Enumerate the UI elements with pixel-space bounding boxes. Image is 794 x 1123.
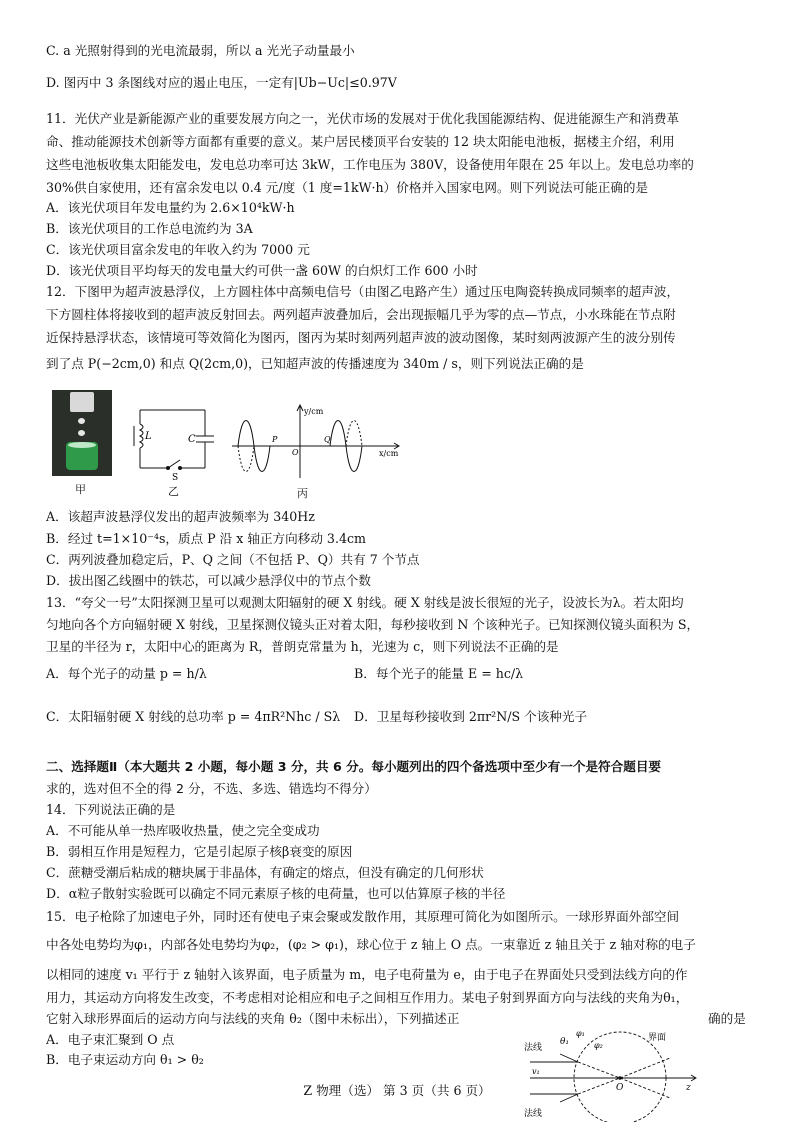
question-text: 匀地向各个方向辐射硬 X 射线，卫星探测仪镜头正对着太阳，每秒接收到 N 个该种光子。已知探测仪镜头面积为 S， xyxy=(46,617,700,632)
option-line: D. 图丙中 3 条图线对应的遏止电压，一定有|Ub−Uc|≤0.97V xyxy=(46,75,397,90)
option-line: B．该光伏项目的工作总电流约为 3A xyxy=(46,221,253,236)
theta1-label: θ₁ xyxy=(560,1037,570,1047)
lc-circuit-diagram xyxy=(130,402,220,480)
option-line: D．α粒子散射实验既可以确定不同元素原子核的电荷量，也可以估算原子核的半径 xyxy=(46,886,506,901)
phi2-label: φ₂ xyxy=(594,1041,603,1050)
page-footer: Z 物理（选） 第 3 页（共 6 页） xyxy=(303,1083,491,1098)
ultrasonic-levitator-photo xyxy=(52,390,112,476)
interface-label: 界面 xyxy=(648,1033,667,1043)
phi1-label: φ₁ xyxy=(576,1029,585,1038)
question-text: 以相同的速度 v₁ 平行于 z 轴射入该界面，电子质量为 m，电子电荷量为 e，由于电子在界面处只受到法线方向的作 xyxy=(46,967,688,982)
option-line: C．太阳辐射硬 X 射线的总功率 p = 4πR²Nhc / Sλ xyxy=(46,709,341,724)
question-text: 13．“夸父一号”太阳探测卫星可以观测太阳辐射的硬 X 射线。硬 X 射线是波长很短的光子，设波长为λ。若太阳均 xyxy=(46,595,684,610)
option-line: A．电子束汇聚到 O 点 xyxy=(46,1032,175,1047)
point-q-label: Q xyxy=(324,435,331,444)
question-text: 卫星的半径为 r，太阳中心的距离为 R，普朗克常量为 h，光速为 c，则下列说法不正确的是 xyxy=(46,639,559,654)
question-text: 中各处电势均为φ₁，内部各处电势均为φ₂，(φ₂ > φ₁)，球心位于 z 轴上 O 点。一束靠近 z 轴且关于 z 轴对称的电子 xyxy=(46,937,696,952)
point-p-label: P xyxy=(272,435,278,444)
option-line: B．弱相互作用是短程力，它是引起原子核β衰变的原因 xyxy=(46,844,353,859)
question-text: 命、推动能源技术创新等方面都有重要的意义。某户居民楼顶平台安装的 12 块太阳能电池板，据楼主介绍，利用 xyxy=(46,134,675,149)
option-line: D．拔出图乙线圈中的铁芯，可以减少悬浮仪中的节点个数 xyxy=(46,573,371,588)
wave-graph xyxy=(228,402,408,482)
velocity-label: v₁ xyxy=(532,1067,540,1076)
figure-caption: 乙 xyxy=(168,485,179,498)
figure-caption: 甲 xyxy=(75,483,86,496)
section-heading: 求的，选对但不全的得 2 分，不选、多选、错选均不得分） xyxy=(46,781,377,796)
origin-label: O xyxy=(292,448,299,457)
inductor-label: L xyxy=(145,431,152,442)
option-line: C. a 光照射得到的光电流最弱，所以 a 光光子动量最小 xyxy=(46,43,355,58)
question-text: 14．下列说法正确的是 xyxy=(46,802,176,817)
option-line: A．该光伏项目年发电量约为 2.6×10⁴kW·h xyxy=(46,200,295,215)
question-text: 确的是 xyxy=(708,1011,746,1026)
z-axis-label: z xyxy=(686,1083,691,1093)
question-text: 它射入球形界面后的运动方向与法线的夹角 θ₂（图中未标出），下列描述正 xyxy=(46,1011,460,1026)
normal-line-label: 法线 xyxy=(524,1109,543,1119)
question-text: 11．光伏产业是新能源产业的重要发展方向之一，光伏市场的发展对于优化我国能源结构、促进能源生产和消费革 xyxy=(46,111,680,126)
normal-line-label: 法线 xyxy=(524,1043,543,1053)
option-row xyxy=(46,706,756,742)
option-line: C．该光伏项目富余发电的年收入约为 7000 元 xyxy=(46,242,310,257)
question-text: 近保持悬浮状态，该情境可等效简化为图丙，图丙为某时刻两列超声波的波动图像，某时刻两波源产生的波分别传 xyxy=(46,330,676,345)
figure-caption: 丙 xyxy=(297,487,308,500)
option-line: A．每个光子的动量 p = h/λ xyxy=(46,666,207,681)
section-heading: 二、选择题Ⅱ（本大题共 2 小题，每小题 3 分，共 6 分。每小题列出的四个备选项中至少有一个是符合题目要 xyxy=(46,759,662,774)
question-text: 下方圆柱体将接收到的超声波反射回去。两列超声波叠加后，会出现振幅几乎为零的点—节点，小水珠能在节点附 xyxy=(46,307,676,322)
option-line: A．不可能从单一热库吸收热量，使之完全变成功 xyxy=(46,823,320,838)
option-line: C．蔗糖受潮后粘成的糖块属于非晶体，有确定的熔点，但没有确定的几何形状 xyxy=(46,865,484,880)
option-line: B．每个光子的能量 E = hc/λ xyxy=(354,666,524,681)
option-line: D．卫星每秒接收到 2πr²N/S 个该种光子 xyxy=(354,709,588,724)
spherical-interface-diagram xyxy=(520,1022,700,1122)
question-text: 到了点 P(−2cm,0) 和点 Q(2cm,0)，已知超声波的传播速度为 340m / s，则下列说法正确的是 xyxy=(46,356,584,371)
center-label: O xyxy=(616,1083,624,1093)
option-line: D．该光伏项目平均每天的发电量大约可供一盏 60W 的白炽灯工作 600 小时 xyxy=(46,263,478,278)
option-row xyxy=(46,663,756,699)
capacitor-label: C xyxy=(188,434,196,445)
question-text: 这些电池板收集太阳能发电，发电总功率可达 3kW，工作电压为 380V，设备使用年限在 25 年以上。发电总功率的 xyxy=(46,157,694,172)
question-text: 30%供自家使用，还有富余发电以 0.4 元/度（1 度=1kW·h）价格并入国家电网。则下列说法可能正确的是 xyxy=(46,180,649,195)
question-text: 用力，其运动方向将发生改变，不考虑相对论相应和电子之间相互作用力。某电子射到界面方向与法线的夹角为θ₁， xyxy=(46,990,689,1005)
question-text: 15．电子枪除了加速电子外，同时还有使电子束会聚或发散作用，其原理可简化为如图所示。一球形界面外部空间 xyxy=(46,909,680,924)
x-axis-label: x/cm xyxy=(379,449,399,458)
y-axis-label: y/cm xyxy=(304,407,324,416)
option-line: B．电子束运动方向 θ₁ > θ₂ xyxy=(46,1052,204,1067)
option-line: A．该超声波悬浮仪发出的超声波频率为 340Hz xyxy=(46,509,315,524)
option-line: B．经过 t=1×10⁻⁴s，质点 P 沿 x 轴正方向移动 3.4cm xyxy=(46,531,366,546)
option-line: C．两列波叠加稳定后，P、Q 之间（不包括 P、Q）共有 7 个节点 xyxy=(46,552,420,567)
switch-label: S xyxy=(172,473,179,480)
question-text: 12．下图甲为超声波悬浮仪，上方圆柱体中高频电信号（由图乙电路产生）通过压电陶瓷转换成同频率的超声波， xyxy=(46,284,680,299)
